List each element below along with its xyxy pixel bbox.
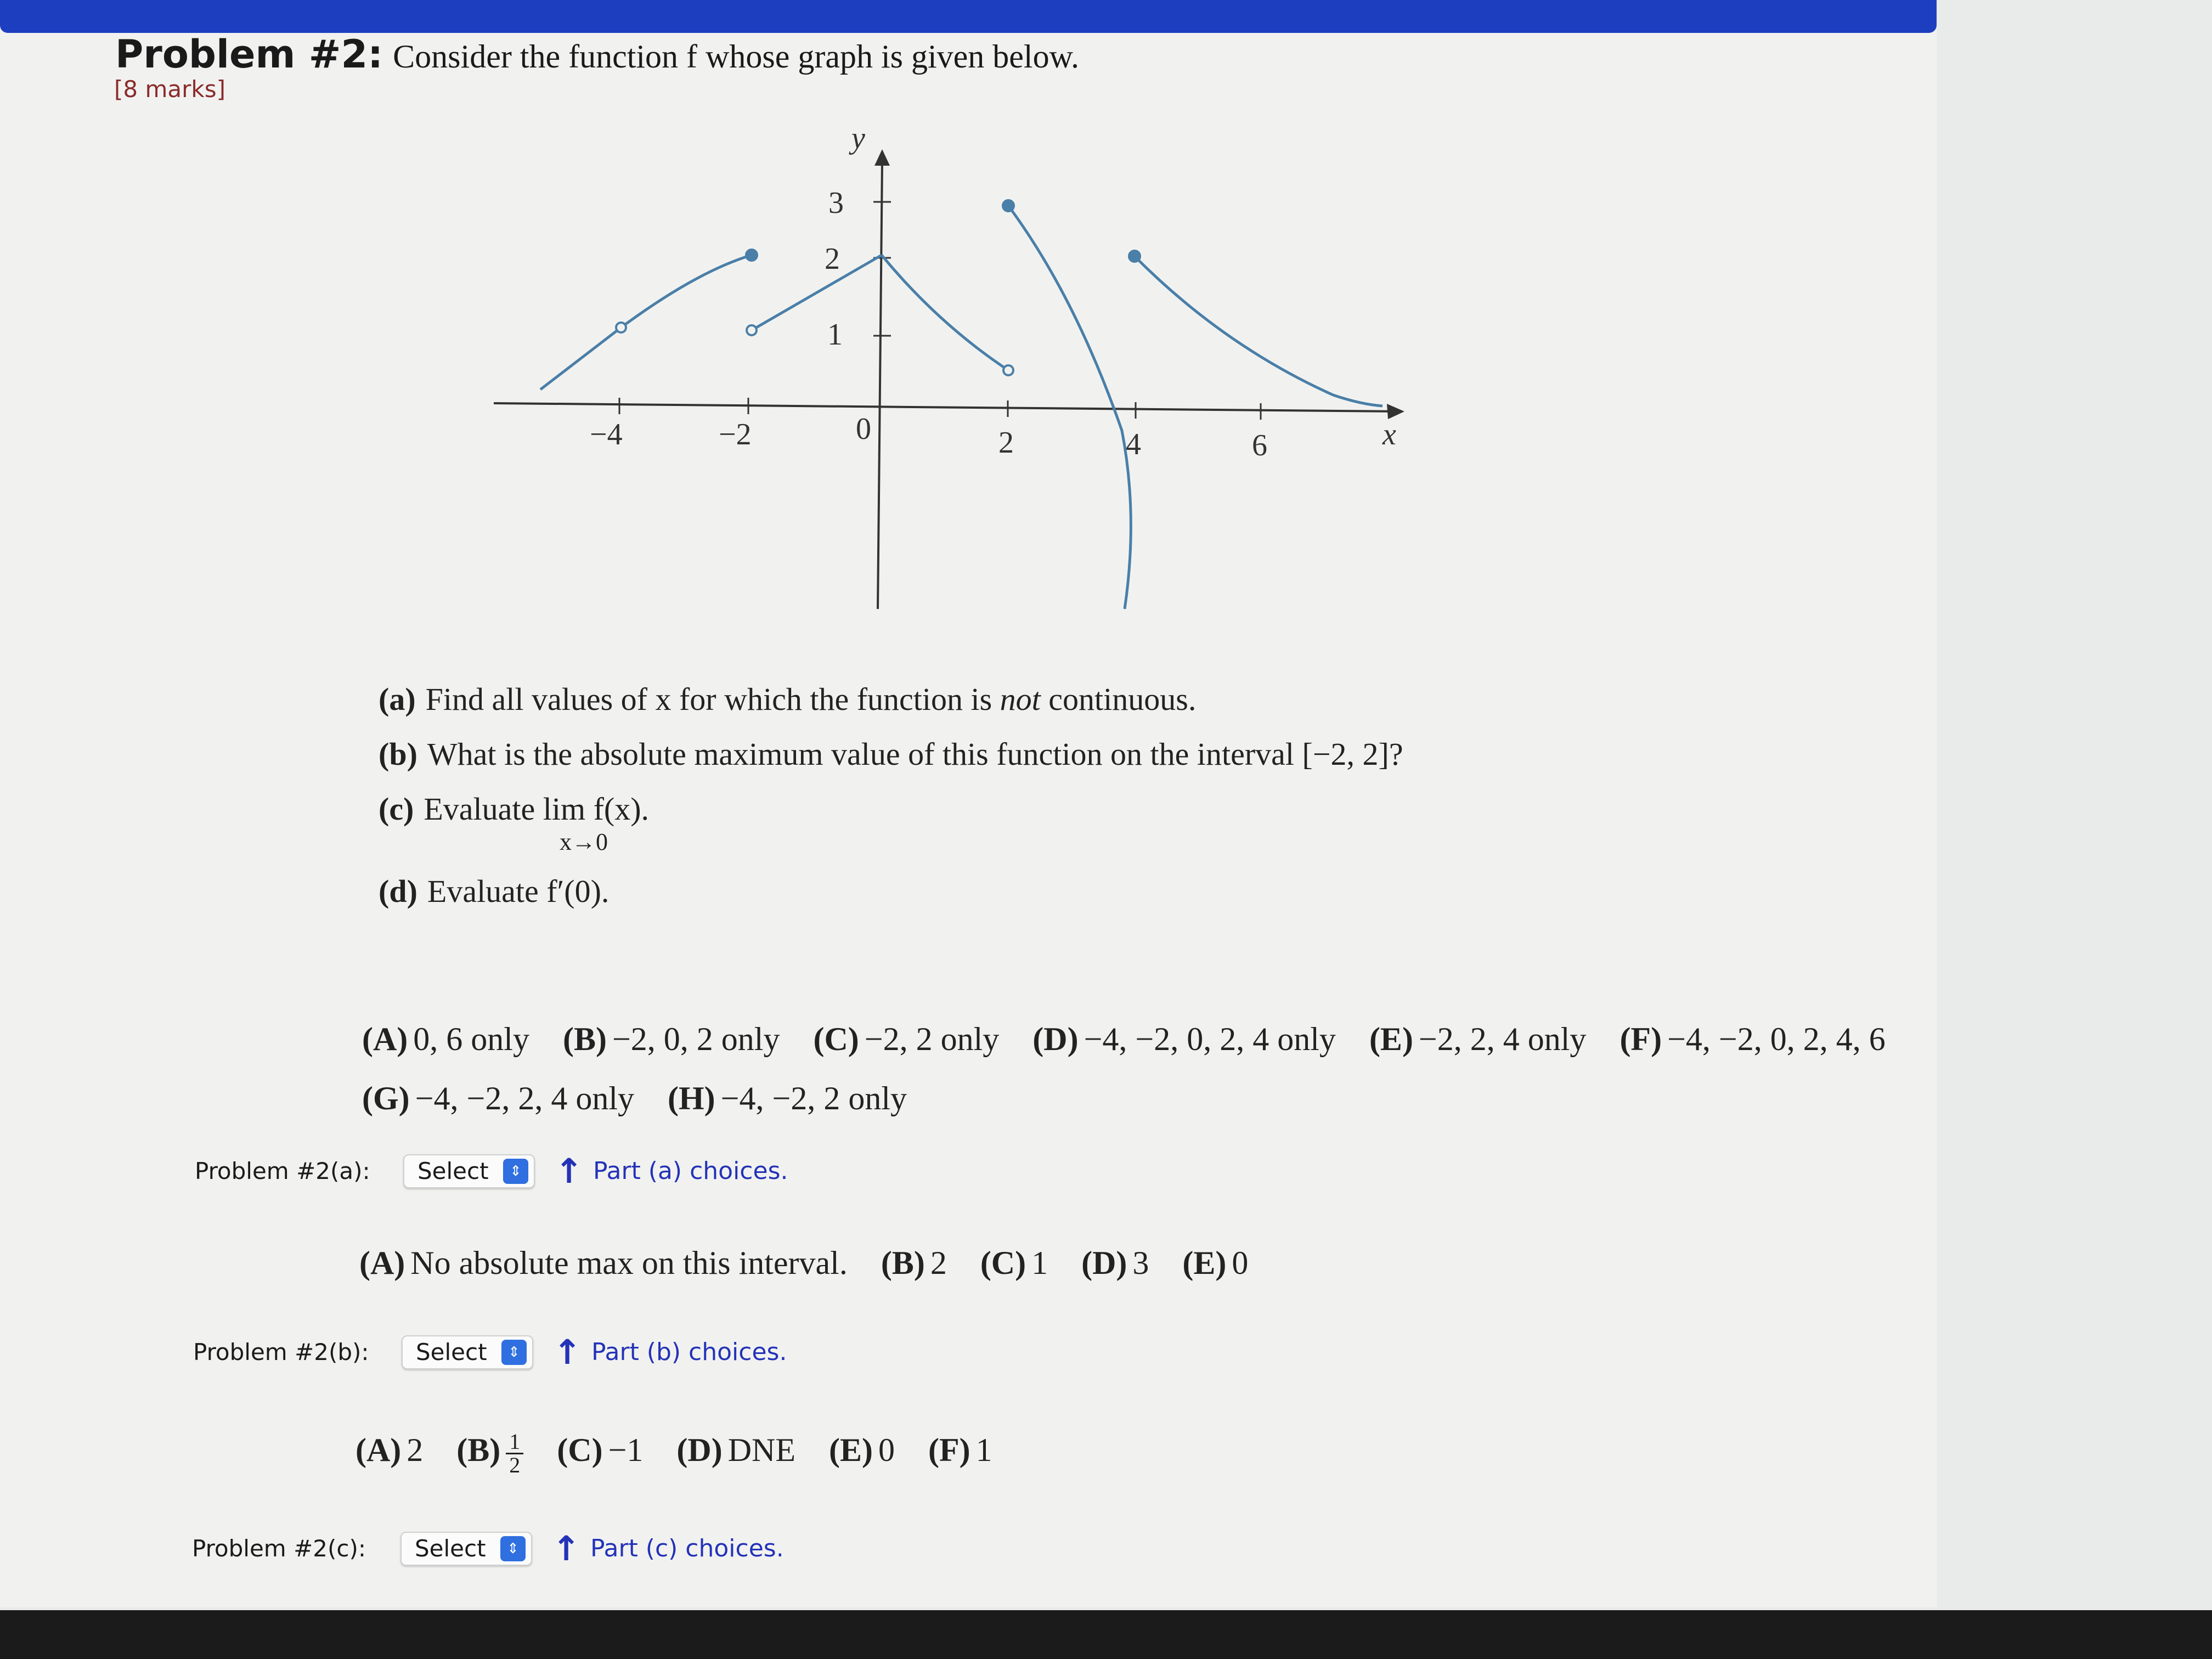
curve-segment-6 — [1135, 256, 1383, 406]
select-updown-icon: ⇕ — [501, 1340, 527, 1365]
curve-segment-2 — [621, 255, 752, 328]
choice-c-B: (B) $\frac{1}{2}$ — [456, 1432, 523, 1468]
y-axis-arrow — [874, 149, 890, 166]
y-tick-label: 2 — [825, 242, 840, 276]
problem-heading: Problem #2: — [115, 32, 383, 77]
question-d-text: Evaluate f′(0). — [427, 873, 610, 909]
choice-a-A: (A) 0, 6 only — [362, 1021, 529, 1057]
marks-label: [8 marks] — [114, 76, 225, 103]
choice-a-B: (B) −2, 0, 2 only — [562, 1021, 780, 1057]
answer-row-c — [192, 1528, 784, 1568]
answer-c-select[interactable] — [400, 1532, 532, 1566]
answer-row-a — [195, 1151, 788, 1191]
y-tick-label: 3 — [828, 186, 844, 220]
choice-b-C: (C) 1 — [980, 1245, 1048, 1281]
choice-a-G: (G) −4, −2, 2, 4 only — [362, 1080, 634, 1116]
part-c-choices-link[interactable]: Part (c) choices. — [590, 1534, 784, 1562]
one-half-fraction: $\frac{1}{2}$ — [506, 1431, 523, 1476]
function-graph — [483, 132, 1426, 625]
x-tick-label: −4 — [590, 417, 623, 452]
choice-a-C: (C) −2, 2 only — [813, 1021, 1000, 1057]
choice-c-A: (A) 2 — [356, 1432, 424, 1469]
answer-b-label: Problem #2(b): — [193, 1339, 369, 1365]
select-updown-icon: ⇕ — [503, 1159, 528, 1184]
question-b — [379, 727, 1403, 782]
x-tick-label: −2 — [719, 417, 752, 452]
closed-point — [1129, 251, 1140, 262]
select-value: Select — [415, 1535, 486, 1562]
choices-part-b — [359, 1244, 1273, 1282]
choices-part-c — [356, 1431, 1018, 1476]
question-a-label: (a) — [379, 681, 416, 717]
question-c-label: (c) — [379, 791, 414, 827]
closed-point — [1003, 200, 1014, 211]
x-axis-label: x — [1383, 417, 1396, 452]
choice-c-D: (D) DNE — [676, 1432, 796, 1469]
answer-c-label: Problem #2(c): — [192, 1535, 366, 1562]
x-tick-label: 2 — [998, 426, 1014, 460]
choice-b-E: (E) 0 — [1182, 1245, 1249, 1281]
select-value: Select — [416, 1339, 487, 1365]
question-a-text-end: continuous. — [1040, 681, 1197, 717]
curve-segment-3 — [752, 255, 882, 330]
curve-segment-4 — [882, 255, 1008, 370]
question-list — [379, 672, 1403, 919]
question-d — [379, 864, 1403, 919]
up-arrow-icon: ↑ — [553, 1332, 582, 1372]
question-a-text: Find all values of x for which the function is — [425, 681, 1000, 717]
choice-c-C: (C) −1 — [557, 1432, 644, 1469]
choice-c-F: (F) 1 — [928, 1432, 992, 1469]
problem-statement: Consider the function f whose graph is given below. — [393, 38, 1080, 75]
part-b-choices-link[interactable]: Part (b) choices. — [591, 1338, 787, 1366]
choice-c-E: (E) 0 — [829, 1432, 895, 1469]
choices-a-row-2 — [362, 1069, 1911, 1128]
open-point — [1003, 365, 1013, 375]
choice-b-D: (D) 3 — [1081, 1245, 1149, 1281]
x-tick-label: 6 — [1252, 428, 1267, 462]
choices-part-a — [362, 1009, 1911, 1128]
limit-subscript: x→0 — [560, 828, 608, 855]
choice-a-H: (H) −4, −2, 2 only — [668, 1080, 907, 1116]
y-axis-label: y — [851, 132, 865, 155]
y-axis — [878, 162, 882, 609]
select-value: Select — [417, 1158, 489, 1184]
select-updown-icon: ⇕ — [500, 1536, 526, 1561]
x-tick-label: 4 — [1126, 427, 1141, 461]
closed-point — [746, 250, 757, 261]
y-tick-label: 1 — [827, 318, 843, 352]
answer-a-select[interactable] — [403, 1154, 535, 1188]
question-a-emphasis: not — [1000, 681, 1041, 717]
top-banner — [0, 0, 1937, 33]
open-point — [747, 325, 757, 335]
question-b-label: (b) — [379, 736, 417, 772]
choice-b-B: (B) 2 — [881, 1245, 947, 1281]
question-b-text: What is the absolute maximum value of this function on the interval [−2, 2]? — [427, 736, 1403, 772]
choices-a-row-1 — [362, 1009, 1911, 1069]
open-point — [616, 323, 626, 332]
question-c — [379, 782, 1403, 864]
question-c-text: Evaluate lim f(x). — [424, 791, 650, 827]
answer-a-label: Problem #2(a): — [195, 1158, 370, 1184]
question-a — [379, 672, 1403, 727]
choice-a-D: (D) −4, −2, 0, 2, 4 only — [1032, 1021, 1336, 1057]
answer-row-b — [193, 1332, 787, 1372]
answer-b-select[interactable] — [402, 1335, 533, 1369]
choice-a-E: (E) −2, 2, 4 only — [1369, 1021, 1587, 1057]
up-arrow-icon: ↑ — [552, 1528, 580, 1568]
up-arrow-icon: ↑ — [555, 1151, 583, 1191]
problem-title — [115, 32, 1079, 77]
part-a-choices-link[interactable]: Part (a) choices. — [592, 1157, 788, 1185]
choice-b-A: (A) No absolute max on this interval. — [359, 1245, 848, 1281]
choice-a-F: (F) −4, −2, 0, 2, 4, 6 — [1620, 1021, 1886, 1057]
question-d-label: (d) — [379, 873, 417, 909]
origin-label: 0 — [856, 412, 871, 446]
x-axis — [494, 403, 1398, 411]
curve-segment-1 — [540, 328, 621, 390]
x-axis-arrow — [1387, 404, 1404, 419]
screen-bezel — [0, 1610, 2212, 1659]
